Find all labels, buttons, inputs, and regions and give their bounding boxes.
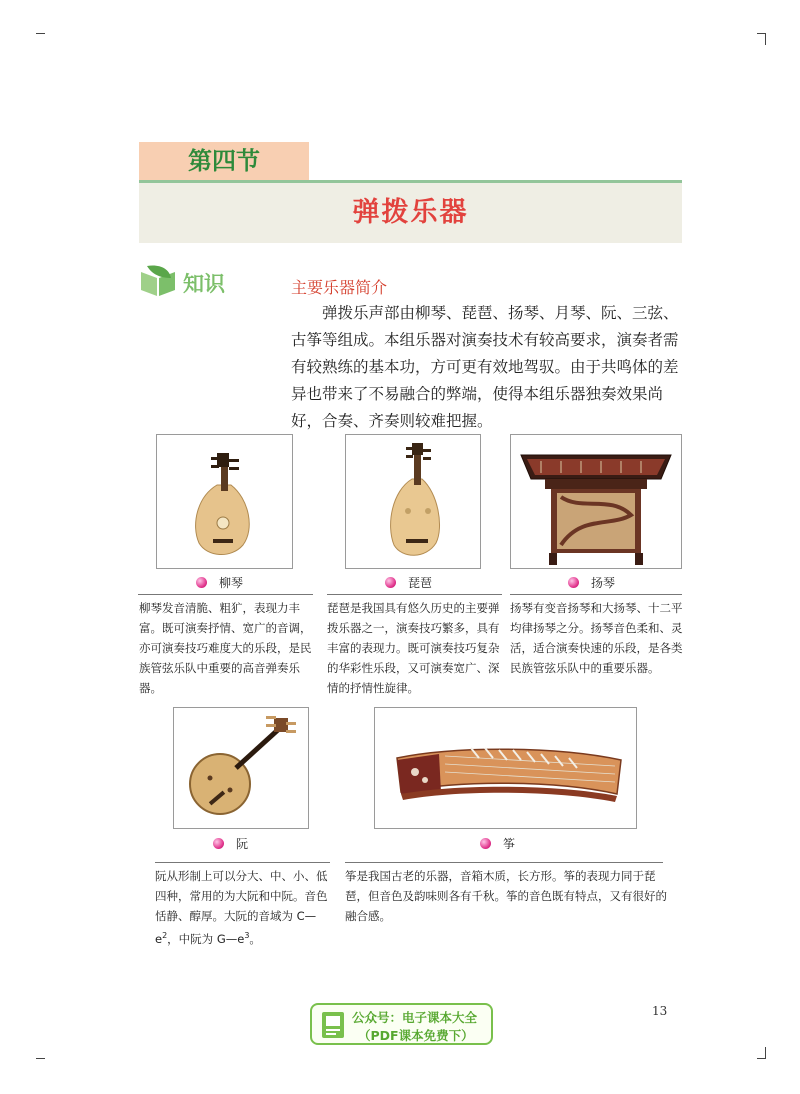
yangqin-description: 扬琴有变音扬琴和大扬琴、十二平均律扬琴之分。扬琴音色柔和、灵活，适合演奏快速的乐段，是各类民族管弦乐队中的重要乐器。 bbox=[510, 601, 683, 675]
intro-paragraph: 弹拨乐声部由柳琴、琵琶、扬琴、月琴、阮、三弦、古筝等组成。本组乐器对演奏技术有较高要求，演奏者需有较熟练的基本功，方可更有效地驾驭。由于共鸣体的差异也带来了不易融合的弊端，使得本组乐器独奏效果尚好，合奏、齐奏则较难把握。 bbox=[291, 304, 679, 430]
promo-line-1: 公众号：电子课本大全 bbox=[352, 1010, 478, 1025]
yangqin-photo bbox=[510, 434, 682, 569]
promo-line-2: （PDF课本免费下） bbox=[358, 1028, 474, 1043]
zheng-image bbox=[375, 708, 636, 828]
knowledge-label-text: 知识 bbox=[183, 272, 225, 296]
pipa-caption bbox=[385, 572, 432, 592]
pipa-name: 琵琶 bbox=[408, 575, 433, 590]
section-number-tab: 第四节 bbox=[139, 142, 309, 180]
page-number: 13 bbox=[652, 1004, 668, 1018]
liuqin-photo bbox=[156, 434, 293, 569]
ruan-rule bbox=[155, 862, 330, 863]
ruan-image bbox=[174, 708, 308, 828]
yangqin-rule bbox=[510, 594, 682, 595]
zheng-rule bbox=[345, 862, 663, 863]
ruan-name: 阮 bbox=[236, 836, 249, 851]
ruan-caption bbox=[213, 833, 248, 853]
yangqin-image bbox=[511, 435, 681, 568]
yangqin-caption bbox=[568, 572, 615, 592]
crop-mark bbox=[36, 1058, 45, 1059]
zheng-caption bbox=[480, 833, 515, 853]
pipa-image bbox=[346, 435, 480, 568]
zheng-description: 筝是我国古老的乐器，音箱木质，长方形。筝的表现力同于琵琶，但音色及韵味则各有千秋。筝的音色既有特点，又有很好的融合感。 bbox=[345, 869, 667, 923]
ruan-description: 阮从形制上可以分大、中、小、低四种，常用的为大阮和中阮。音色恬静、醇厚。大阮的音域为 $C—e^2$，中阮为 $G—e^3$。 bbox=[155, 869, 328, 946]
crop-mark bbox=[765, 1047, 766, 1059]
pipa-photo bbox=[345, 434, 481, 569]
crop-mark bbox=[36, 33, 45, 34]
leaf-book-icon bbox=[139, 264, 179, 298]
bullet-dot-icon bbox=[385, 577, 396, 588]
book-icon bbox=[320, 1010, 346, 1040]
bullet-dot-icon bbox=[213, 838, 224, 849]
promo-stamp bbox=[310, 1003, 493, 1045]
liuqin-rule bbox=[138, 594, 313, 595]
pipa-description: 琵琶是我国具有悠久历史的主要弹拨乐器之一，演奏技巧繁多，具有丰富的表现力。既可演奏技巧复杂的华彩性乐段，又可演奏宽广、深情的抒情性旋律。 bbox=[327, 601, 500, 695]
bullet-dot-icon bbox=[480, 838, 491, 849]
yangqin-name: 扬琴 bbox=[591, 575, 616, 590]
knowledge-label bbox=[139, 264, 249, 300]
bullet-dot-icon bbox=[568, 577, 579, 588]
liuqin-name: 柳琴 bbox=[219, 575, 244, 590]
liuqin-description: 柳琴发音清脆、粗犷，表现力丰富。既可演奏抒情、宽广的音调，亦可演奏技巧难度大的乐段，是民族管弦乐队中重要的高音弹奏乐器。 bbox=[139, 601, 312, 695]
zheng-name: 筝 bbox=[503, 836, 516, 851]
bullet-dot-icon bbox=[196, 577, 207, 588]
ruan-photo bbox=[173, 707, 309, 829]
crop-mark bbox=[765, 33, 766, 45]
subheading: 主要乐器简介 bbox=[291, 278, 388, 297]
liuqin-caption bbox=[196, 572, 243, 592]
zheng-photo bbox=[374, 707, 637, 829]
pipa-rule bbox=[327, 594, 502, 595]
liuqin-image bbox=[157, 435, 292, 568]
section-title: 弹拨乐器 bbox=[352, 197, 469, 228]
